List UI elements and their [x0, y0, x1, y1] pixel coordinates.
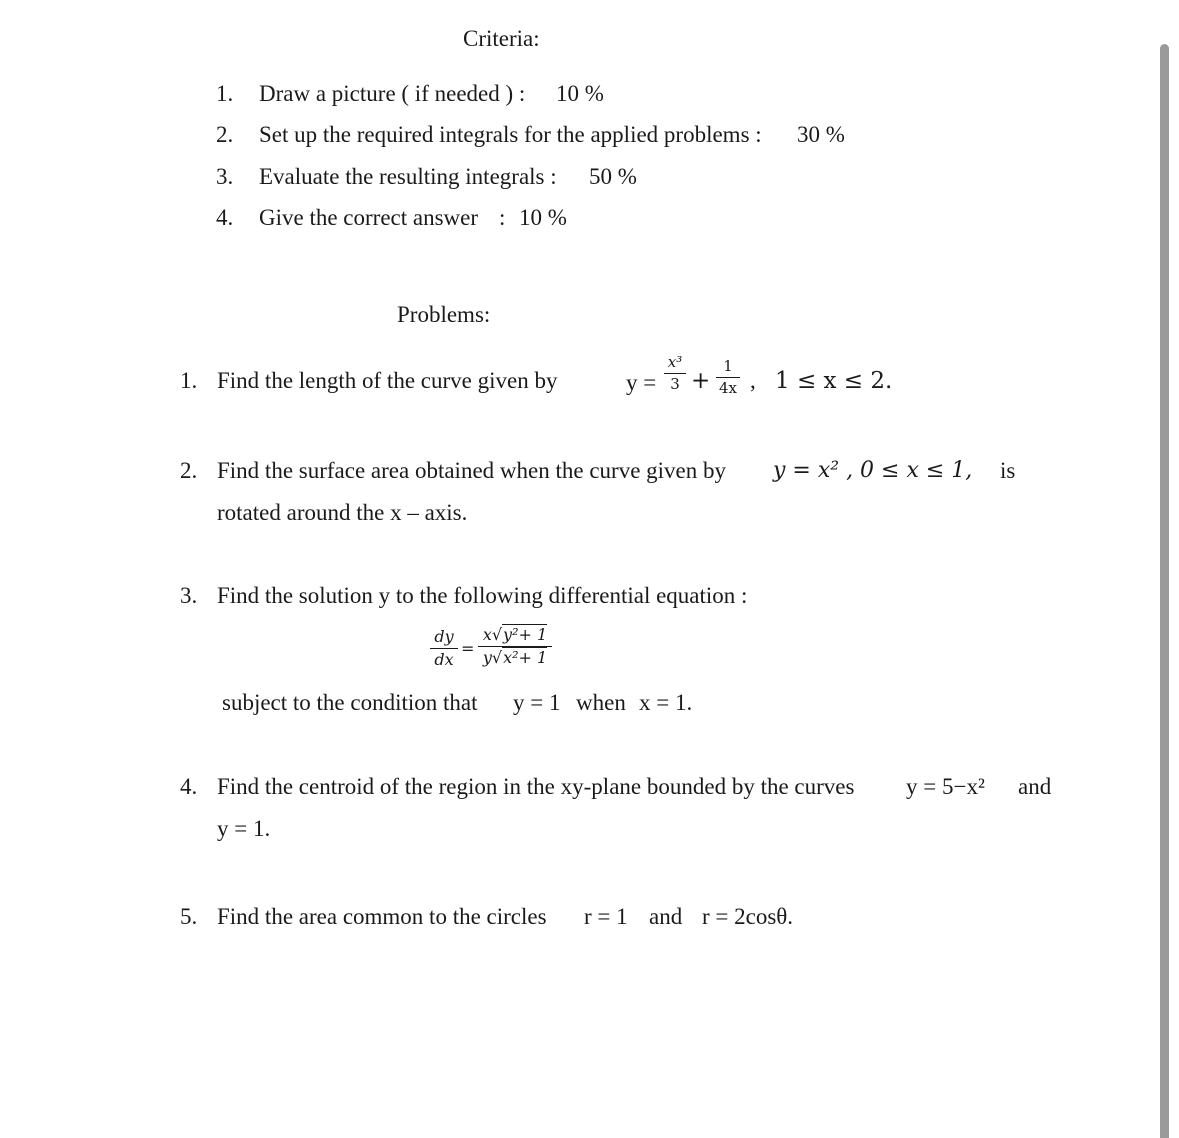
problem-5-text: Find the area common to the circles [217, 904, 547, 929]
problem-3-condition-when: when [576, 690, 626, 715]
problem-5-eq2: r = 2cosθ. [702, 904, 794, 929]
problem-4-num: 4. [180, 774, 198, 799]
problem-1-text: Find the length of the curve given by [217, 368, 558, 393]
fraction-bar [664, 373, 686, 374]
criteria-item-4-text: Give the correct answer [259, 205, 479, 230]
problem-1-frac-x3-den: 3 [670, 375, 680, 393]
problem-3-num: 3. [180, 583, 198, 608]
vertical-scrollbar[interactable] [1160, 44, 1169, 1138]
problem-5-eq1: r = 1 [584, 904, 628, 929]
problem-3-rhs-num [483, 627, 547, 643]
criteria-heading: Criteria: [463, 26, 540, 51]
problem-2-num: 2. [180, 458, 198, 483]
problem-3-dx: dx [434, 650, 454, 669]
problem-1-frac-x3 [664, 355, 686, 392]
fraction-bar [716, 377, 740, 378]
criteria-item-3-text: Evaluate the resulting integrals : [259, 164, 557, 189]
problem-3-rhs-num-x: x√ [482, 625, 503, 644]
problem-4-and: and [1018, 774, 1052, 799]
problem-3-equals: = [461, 639, 475, 658]
problem-1-frac-inv-num: 1 [723, 357, 733, 375]
criteria-item-1-pct: 10 % [556, 81, 604, 106]
problem-2-line2: rotated around the x – axis. [217, 500, 468, 525]
problem-3-condition-y: y = 1 [513, 690, 561, 715]
problem-2-equation: y = x² , 0 ≤ x ≤ 1, [773, 458, 973, 483]
problem-3-rhs-den-y: y√ [482, 648, 503, 667]
problem-2-text: Find the surface area obtained when the curve given by [217, 458, 726, 483]
problem-1-frac-inv-den: 4x [718, 379, 737, 397]
problem-1-y-eq: y = [626, 370, 657, 395]
criteria-item-4-num: 4. [216, 205, 234, 230]
problem-5-and: and [649, 904, 683, 929]
problem-3-condition-x: x = 1. [639, 690, 693, 715]
problem-2-is: is [1000, 458, 1016, 483]
problem-5-num: 5. [180, 904, 198, 929]
problem-4-equation: y = 5−x² [906, 774, 985, 799]
criteria-item-3-num: 3. [216, 164, 234, 189]
criteria-item-2-text: Set up the required integrals for the applied problems : [259, 122, 762, 147]
criteria-item-3-pct: 50 % [589, 164, 637, 189]
problem-1-plus: + [691, 368, 711, 394]
problem-3-rhs [478, 627, 552, 666]
criteria-item-1-text: Draw a picture ( if needed ) : [259, 81, 526, 106]
criteria-item-1-num: 1. [216, 81, 234, 106]
criteria-item-2-num: 2. [216, 122, 234, 147]
problem-1-frac-inv [716, 359, 740, 396]
problems-heading: Problems: [397, 302, 491, 327]
fraction-bar [430, 648, 458, 649]
criteria-item-4-colon: : [499, 205, 506, 230]
problem-4-line2: y = 1. [217, 816, 271, 841]
problem-4-text: Find the centroid of the region in the xy-plane bounded by the curves [217, 774, 855, 799]
problem-3-dy: dy [434, 627, 454, 646]
problem-1-range: 1 ≤ x ≤ 2. [775, 368, 893, 394]
problem-3-condition-text: subject to the condition that [222, 690, 478, 715]
problem-3-rhs-den-radicand: x²+ 1 [503, 648, 548, 667]
problem-3-rhs-num-radicand: y²+ 1 [503, 625, 548, 644]
problem-3-text: Find the solution y to the following differential equation : [217, 583, 748, 608]
criteria-item-4-pct: 10 % [519, 205, 567, 230]
criteria-item-2-pct: 30 % [797, 122, 845, 147]
problem-1-num: 1. [180, 368, 198, 393]
problem-1-frac-x3-num: x³ [667, 353, 683, 371]
problem-3-rhs-den [483, 650, 547, 666]
problem-3-dydx [430, 629, 458, 668]
problem-1-comma: , [750, 368, 756, 393]
